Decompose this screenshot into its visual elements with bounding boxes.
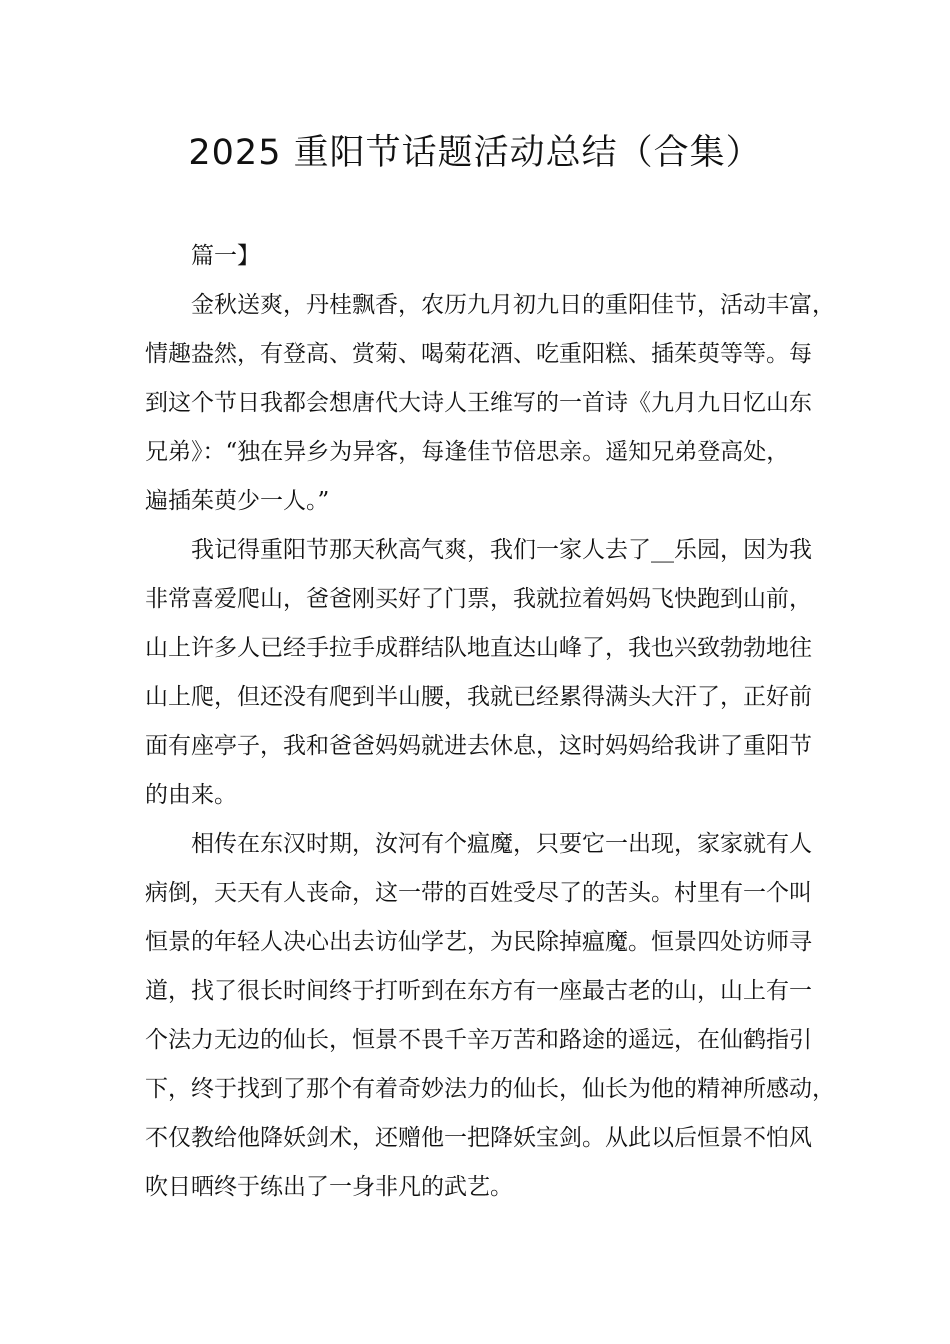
paragraph-line: 山上爬，但还没有爬到半山腰，我就已经累得满头大汗了，正好前 <box>145 684 812 710</box>
section-label: 篇一】 <box>191 243 260 269</box>
paragraph-3 <box>145 820 835 1212</box>
paragraph-line: 到这个节日我都会想唐代大诗人王维写的一首诗《九月九日忆山东 <box>145 390 812 416</box>
paragraph-1 <box>145 281 835 526</box>
paragraph-line: 金秋送爽，丹桂飘香，农历九月初九日的重阳佳节，活动丰富， <box>191 292 835 318</box>
paragraph-2 <box>145 526 835 820</box>
paragraph-line: 山上许多人已经手拉手成群结队地直达山峰了，我也兴致勃勃地往 <box>145 635 812 661</box>
paragraph-line: 非常喜爱爬山，爸爸刚买好了门票，我就拉着妈妈飞快跑到山前， <box>145 586 812 612</box>
document-title: 2025 重阳节话题活动总结（合集） <box>188 133 762 173</box>
paragraph-line: 不仅教给他降妖剑术，还赠他一把降妖宝剑。从此以后恒景不怕风 <box>145 1125 812 1151</box>
paragraph-line: 的由来。 <box>145 782 237 808</box>
paragraph-line: 相传在东汉时期，汝河有个瘟魔，只要它一出现，家家就有人 <box>191 831 812 857</box>
paragraph-line: 下，终于找到了那个有着奇妙法力的仙长，仙长为他的精神所感动， <box>145 1076 835 1102</box>
paragraph-line: 情趣盎然，有登高、赏菊、喝菊花酒、吃重阳糕、插茱萸等等。每 <box>145 341 812 367</box>
paragraph-line: 个法力无边的仙长，恒景不畏千辛万苦和路途的遥远，在仙鹤指引 <box>145 1027 812 1053</box>
paragraph-line: 遍插茱萸少一人。” <box>145 488 330 514</box>
paragraph-line: 吹日晒终于练出了一身非凡的武艺。 <box>145 1174 513 1200</box>
paragraph-line: 病倒，天天有人丧命，这一带的百姓受尽了的苦头。村里有一个叫 <box>145 880 812 906</box>
document-body <box>145 232 835 1212</box>
paragraph-line: 兄弟》：“独在异乡为异客，每逢佳节倍思亲。遥知兄弟登高处， <box>145 439 790 465</box>
paragraph-line: 道，找了很长时间终于打听到在东方有一座最古老的山，山上有一 <box>145 978 812 1004</box>
paragraph-line: 面有座亭子，我和爸爸妈妈就进去休息，这时妈妈给我讲了重阳节 <box>145 733 812 759</box>
paragraph-line: 恒景的年轻人决心出去访仙学艺，为民除掉瘟魔。恒景四处访师寻 <box>145 929 812 955</box>
paragraph-line: 我记得重阳节那天秋高气爽，我们一家人去了__乐园，因为我 <box>191 537 812 563</box>
